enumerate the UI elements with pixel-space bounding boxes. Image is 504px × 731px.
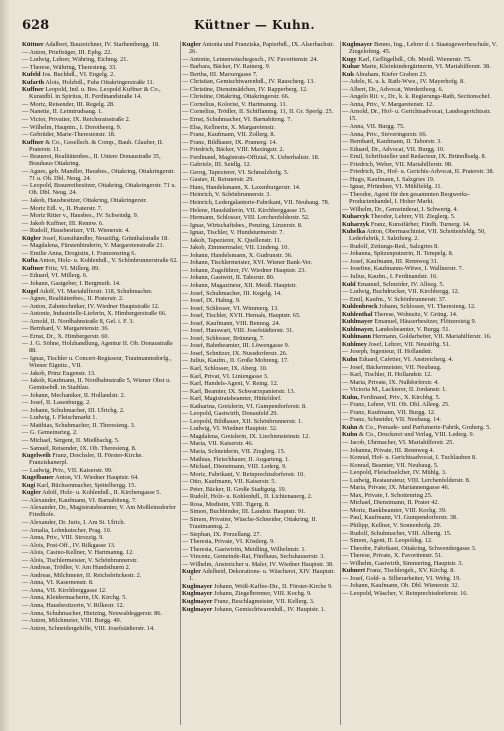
directory-entry: — Josef, Hauswart, VIII. Josefstädterstr. 31. <box>182 327 294 335</box>
directory-entry: — Anna, VII. Burgg. 75. <box>342 123 405 131</box>
directory-entry: — Moriz Edl. v., II. Praterstr. 7. <box>22 204 103 212</box>
directory-entry: — Leopold, Gastwirth, Donaufeld 29. <box>182 410 279 418</box>
directory-entry: — Wilhelm, Gastwirth, Simmering, Hauptstr. 3. <box>342 559 464 567</box>
directory-entry: Kugler Adelheid, Dekorations- u. Wäscherei, XIV. Hauptstr. 1. <box>182 568 336 583</box>
directory-entry: — Gebrüder, Marie-Theresienstr. 18. <box>22 131 116 139</box>
directory-entry: — Victor, Privatier, IX. Reichsratsstraße 2. <box>22 115 131 123</box>
directory-entry: — Jakob, Kaufmann, II. Nordbahnstraße 5, Wiener Obst u. Gemüsebdl. in Stadtlau. <box>22 377 171 392</box>
directory-entry: — Josef, Schnitzer, IX. Nussdorferstr. 26. <box>182 349 288 357</box>
directory-entry: — Anna, VI. Kasernenstr. 8. <box>22 579 94 587</box>
directory-entry: — Joseph, Ingenieur, II. Hollandstr. <box>342 348 433 356</box>
directory-entry: — Amalia, Lohnkutscher, Prag. 10. <box>22 526 112 534</box>
directory-entry: — Ludwig, I. Fleischmarkt 1. <box>22 414 98 422</box>
directory-entry: — Victoria M., Lackierer, II. Jordanstr. 1. <box>342 386 447 394</box>
directory-entry: — Ludwig, Restaurateur, VIII. Lerchenfelderstr. 8. <box>342 476 471 484</box>
directory-entry: — Ludwig, Priv., VII. Kaiserstr. 99. <box>22 466 113 474</box>
directory-entry: — Johanna, Private, III. Rennweg 4. <box>342 446 435 454</box>
directory-entry: — Max, Private, I. Schottenring 25. <box>342 491 433 499</box>
directory-entry: — Leopold, Bildhauer, XII. Schönbrunnerstr. 1. <box>182 417 303 425</box>
directory-entry: Kuglmayer Johann, Ziegelbrenner, VIII. Kochg. 9. <box>182 590 312 598</box>
directory-entry: — Karl, Schlosser, IX. Aberg. 10. <box>182 365 268 373</box>
directory-entry: Kufta Anton, Holz- u. Kohlenhdl., V. Schönbrunnerstraße 62. <box>22 257 178 265</box>
directory-entry: — Ferdinand, Magistrats-Offizial, X. Ueberhaltstr. 18. <box>182 153 320 161</box>
directory-entry: — Ludwig, Lehrer, Währing, Eichmg. 21. <box>22 56 128 64</box>
directory-entry: — Anna, Priv., V. Margaretenstr. 12. <box>342 100 434 108</box>
directory-entry: — Josef, Kaufmann, III. Rennweg 31. <box>342 257 439 265</box>
directory-entry: Kuftner Fritz, VI. Millerg. 89. <box>22 264 100 272</box>
directory-entry: — Ernst, Dr., X. Himbergerstr. 60. <box>22 332 110 340</box>
directory-entry: — Josef, II. Lasenburgg. 2. <box>22 399 91 407</box>
directory-entry: — Friedrich, Bäcker, VIII. Maxingstr. 2. <box>182 146 285 154</box>
directory-entry: — Michael, Dienstmann, II. Prater 42. <box>342 499 440 507</box>
directory-entry: — Franz, Kaufmann, VII. Burgg. 12. <box>342 408 436 416</box>
directory-entry: — Josef, Bahnbeamter, III. Löwengasse 9. <box>182 342 290 350</box>
directory-entry: — Anton, Milchmeier, VIII. Burgg. 40. <box>22 617 122 625</box>
directory-entry: Kugler Antonia und Franziska, Papierhdl., IX. Alserbachstr. 26. <box>182 41 334 56</box>
directory-entry: — Franz, Lehrer, VII. Ob. Dbl. Alleeg. 25. <box>342 401 450 409</box>
directory-entry: — Johann, Handelsmann, X. Gudrunstr. 36. <box>182 251 293 259</box>
directory-entry: — Theresia, Gastwirtin, Meidling, Wilhelmstr. 1. <box>182 545 307 553</box>
directory-entry: — Josefine, Kaufmanns-Witwe, I. Wallnerstr. 7. <box>342 265 464 273</box>
directory-entry: — Ignaz, Wirtschaftsbes., Penzing, Linzerstr. 8. <box>182 221 303 229</box>
directory-entry: Kuhelka Anton, Obermaschinist, VII. Schottenfeldg. 50, Lederfabrik, I. Salzthorg. 2. <box>342 228 486 243</box>
directory-entry: — Agnes, geb. Mandler, Hausbes., Ottakring, Ottakringerstr. 71 u. Oh. Dbl. Neug. 24. <box>22 167 176 182</box>
directory-entry: — Leopold, Wäscher, V. Reinprechtsdorferstr. 16. <box>342 589 469 597</box>
directory-entry: — Arnold, II. Nordbahnstraße 8, Gel. i. F. 3. <box>22 317 134 325</box>
directory-entry: — Eduard, Dr., Advocat, VII. Burgg. 10. <box>342 145 445 153</box>
directory-entry: — Jakob Kuffner, III. Rennw. 6. <box>22 219 104 227</box>
directory-entry: — Cornelius, Trödler, II. Schiffamtsg. 11, II. Gr. Sperlg. 25. <box>182 108 334 116</box>
directory-entry: — Maria, VII. Kaiserstr. 46. <box>182 440 254 448</box>
directory-column-1 <box>22 41 179 725</box>
directory-entry: — Anna, Schuhmacher, Hietzing, Neuwaldeggerstr. 86. <box>22 609 162 617</box>
directory-entry: — Anna, Hausbesitzerin, V. Rilkestr. 12. <box>22 602 125 610</box>
directory-entry: — Cornelius, Kolorist, V. Hartmanng. 11. <box>182 100 288 108</box>
directory-entry: Kuhlmayer, Landesbeamter, V. Burgg. 51. <box>342 325 451 333</box>
directory-entry: — Moriz, Bankbeamter, VIII. Kochg. 39. <box>342 506 447 514</box>
directory-entry: — Rosa, Modistin, VIII. Tigerg. 8. <box>182 500 270 508</box>
directory-entry: — Franz, Schneider, VII. Neubaug. 14. <box>342 416 441 424</box>
directory-entry: — Ignaz, Tischler, V. Hundsturmerstr. 7. <box>182 229 285 237</box>
directory-entry: — Johann, Magazineur, XII. Meidl. Hauptstr. <box>182 282 297 289</box>
directory-entry: Kuglmayer Johann, Gemischtwarenhdl., IV. Hauptstr. 1. <box>182 605 326 613</box>
directory-entry: — Anna, VII. Kirchberggasse 12. <box>22 586 107 594</box>
directory-entry: — Anton, Schneidergehilfe, VIII. Josefstädterstr. 14. <box>22 624 155 632</box>
directory-entry: Kuh Abraham, Kiefer Graben 23. <box>342 70 428 78</box>
directory-entry: — Jakob, Tapezierer, X. Quellenstr. 11. <box>182 236 282 244</box>
directory-entry: — Simon, Privatier, Wäsche-Schneider, Ottakring, II. Trautmannsg. 2. <box>182 515 318 530</box>
directory-entry: — Albert, Dr., Advocat, Werderthorg. 6. <box>342 85 444 93</box>
directory-entry: — Ludwig, Buchdrucker, VII. Kirchbergg. 12. <box>342 288 460 296</box>
directory-entry: Kufeld Jos. Buchhdl., VI. Engelg. 2. <box>22 71 115 79</box>
directory-entry: — Josef, Schuhmacher, III. Kegelg. 14. <box>182 289 282 297</box>
directory-entry: — Bernhard, V. Margaretenstr. 36. <box>22 325 110 333</box>
directory-entry: — Ignaz, Tischler u. Concert-Regisseur, Trautmannsdorfg., Wiener Eignitz., VII. <box>22 354 172 370</box>
directory-entry: — Alexander, Dr. Juris, I. Am St. Ulrich. <box>22 519 126 526</box>
directory-entry: Kuffner Leopold, Ind. u. Bes. Leopold Kuffner & Co., Kunstdbl. in Spiritus, II. Ferdinandstraße 14. <box>22 86 161 101</box>
directory-entry: — Agnes, Realitätenbes., II. Praterstr. 2. <box>22 295 124 303</box>
directory-entry: — Anton, Zahntechniker, IV. Wiedner Hauptstraße 12. <box>22 302 160 310</box>
directory-entry: — Elsa, Kellnerin, X. Margaretenstr. <box>182 123 275 131</box>
directory-entry: — Alois, Tischlermeister, V. Schönbrunnerstr. <box>22 556 138 564</box>
directory-entry: Kuhl Emanuel, Schneider, IV. Alleeg. 5. <box>342 280 445 288</box>
directory-entry: — Gabriele, III. Seidlg. 12. <box>182 161 252 169</box>
directory-entry: — Katharina, Greislerin, VI. Gumpendorferstr. 8. <box>182 402 307 410</box>
directory-entry: — Hans, Handelsmann, X. Laxenburgerstr. 14. <box>182 183 301 191</box>
directory-entry: — Heinrich, V. Schönbrunnerstr. 3. <box>182 191 271 199</box>
directory-entry: — Karl, Privat, VI. Liniengasse 3. <box>182 372 269 380</box>
directory-entry: — Ignaz, Pfründner, VI. Mühlfeldg. 11. <box>342 183 443 191</box>
directory-entry: — Ernst, Schuhmacher, VI. Barnabiteng. 7. <box>182 115 292 123</box>
directory-entry: — Helene, Haushälterin, VII. Kirchberggasse 15. <box>182 206 307 214</box>
directory-entry: — Maria, Private, IX. Nußdorferstr. 4. <box>342 378 439 386</box>
directory-entry: — Konrad, Beamter, VII. Neubaug. 5. <box>342 461 439 469</box>
directory-entry: Kuglmayer Benno, Ing., Lehrer d. t. Staatsgewerbeschule, V. Ziegelofeng. 45. <box>342 41 498 56</box>
directory-entry: — Michael, Dienstmann, VIII. Lederg. 9. <box>182 463 287 471</box>
directory-entry: — Josef, Schlosser, Brünnerg. 7. <box>182 334 265 342</box>
directory-entry: — Wilhelm, Hauptm., I. Dorotheerg. 9. <box>22 123 122 131</box>
directory-entry: — Alexander, Kaufmann, VI. Barnabiteng. 7. <box>22 496 137 504</box>
directory-entry: Kuglmayer Franz, Beschlagmeister, VII. Kellerg. 3. <box>182 597 315 605</box>
page-header <box>22 18 490 36</box>
directory-entry: — Josef, Schlosser, VI. Wimmerg. 13. <box>182 304 279 312</box>
directory-entry: — Konrad, Hof- u. Gerichtsadvocat, I. Tuchlauben 8. <box>342 454 477 462</box>
directory-entry: — Maria, Private, IX. Mariannengasse 46. <box>342 484 450 492</box>
directory-entry: — Anton, Priefträger, III. Ephg. 22. <box>22 48 112 56</box>
directory-entry: — Johanna, Spitzenputzerin, II. Tempelg. 8. <box>342 250 454 258</box>
directory-entry: — Stephan, IX. Porzellang. 27. <box>182 530 262 538</box>
directory-entry: — Alois, Casino-Kellner, V. Hartmanng. 12. <box>22 549 134 557</box>
directory-entry: — Christian, Gemischtwarenhdl., IV. Rauscherg. 13. <box>182 78 315 86</box>
directory-entry: Kuhar Marie, Kleinkindergärtnerin, VI. Mariahilferstr. 38. <box>342 63 491 71</box>
directory-entry: Kuhn Eduard, Cafetier, VI. Anstreicherg. 4. <box>342 355 454 363</box>
directory-entry: — Johann, Tischlermeister, XVI. Wiener Bank-Ver. <box>182 259 313 267</box>
directory-entry: — Georg, Tapezierer, VI. Schmalzhofg. 5. <box>182 168 289 176</box>
column-divider <box>340 41 341 725</box>
directory-entry: Kugel Adolf, VI. Mariahilferstr. 118, Schuhmacher. <box>22 287 153 295</box>
directory-entry: — Antonie, Leinenwäschegesch., IV. Favoritenstr. 24. <box>182 55 319 63</box>
directory-entry: Kügler Josef, Kunsthändler, Neustiftg. Grünthalstraße 18. <box>22 234 169 242</box>
directory-entry: Kugler Adolf, Holz- u. Kohlenhdl., II. Kirchengasse 5. <box>22 489 162 497</box>
directory-entry: Kuhlenthal Therese, Wohnsitz, V. Grüng. 14. <box>342 310 458 318</box>
directory-entry: — Friedrich, Weber, VII. Mariahilferstr. 98. <box>342 160 453 168</box>
directory-entry: Kufarth Alois, Holzbdl., Fuhs Ottakringerstraße 11. <box>22 78 155 86</box>
directory-entry: Kuhn, Ferdinand, Priv., X. Kirchbg. 5. <box>342 393 441 401</box>
directory-entry: — Karl, Magistratsbeamter, Hütteldorf. <box>182 395 282 403</box>
directory-entry: — Antonie, Industrielle-Lieferin, X. Himbergerstraße 66. <box>22 310 167 318</box>
directory-entry: — Nanette, II. Leimtrudsaug. 1. <box>22 108 103 116</box>
directory-entry: — Johann, Gastgeber, I. Bergmuth. 14. <box>22 280 121 287</box>
directory-entry: — Eduard, VI. Millerg. 6. <box>22 272 88 280</box>
directory-entry: — Samuel, Reisender, IX. Ob. Theresieng. 8. <box>22 444 137 452</box>
directory-entry: Kugi Karl, Büchsenmacher, Spittelbergg. 15. <box>22 481 137 489</box>
directory-entry: Kuharzyk Franz, Kunstfärber, Fünfh. Turnerg. 14. <box>342 220 471 228</box>
directory-entry: — Johann, Gastwirt, II. Taborstr. 80. <box>182 274 275 282</box>
directory-entry: — Leopold, Fleischselcher, IV. Mühlg. 3. <box>342 469 447 477</box>
directory-entry: — Emilie Anna, Drogistin, I. Franzensring 6. <box>22 249 137 257</box>
directory-entry: — Alexander, Dr., Magistratsbeamter, V. Am Moßleinsdorfer Friedhofe. <box>22 504 177 519</box>
directory-entry: — J. G. Söhne, Holzhandlung, Agentur II. Ob. Donaustraße 88. <box>22 340 173 355</box>
directory-entry: — Christine, Ottakring, Ottakringerstr. 66. <box>182 93 290 101</box>
directory-entry: — Philipp, Kellner, V. Sonnenhofg. 29. <box>342 522 442 529</box>
directory-entry: — Heinrich, Ledergalanterie-Fabrikant, VII. Neubaug. 78. <box>182 198 330 206</box>
directory-entry: — Moriz Ritter v., Hausbes., IV. Schwindg. 9. <box>22 212 139 220</box>
directory-entry: — Rudolf, Hausbesitzer, VII. Wienerstr. 4. <box>22 227 130 235</box>
directory-entry: — Josef, Kaufmann, VIII. Bennog. 24. <box>182 319 281 327</box>
directory-entry: — Anna, Priv., Sieveringerstr. 66. <box>342 130 428 138</box>
directory-entry: — Jakob, Prinz Eugenstr. 13. <box>22 369 96 377</box>
directory-entry: — Josef, Gold- u. Silberarbeiter, VI. Webg. 19. <box>342 574 461 582</box>
directory-entry: — Paul, Kaufmann, VI. Gumpendorferstr. 38. <box>342 514 458 522</box>
directory-entry: Kuhnert Franz, Tischlergeh., XV. Kirchg. 8. <box>342 567 455 575</box>
directory-entry: — Johann, Mechaniker, II. Hollandstr. 2. <box>22 391 126 399</box>
directory-entry: — Josef, IX. Hahng. 9. <box>182 297 241 305</box>
directory-entry: — Michael, Sergent, II. Mießbachg. 5. <box>22 436 120 444</box>
directory-entry: — Simon, Agent, II. Leopoldsg. 12. <box>342 537 433 545</box>
directory-entry: — Mathias, Fleischhauer, II. Augarteng. 1. <box>182 455 290 463</box>
directory-entry: — Magdalena, Greislerin, IX. Liechtensteinstr. 12. <box>182 432 311 440</box>
directory-entry: — Wilhelm, Anstreicher u. Maler, IV. Wiedner Hauptstr. 38. <box>182 560 334 568</box>
directory-entry: — Christine, Dienstmädchen, IV. Rapperberg. 12. <box>182 85 308 93</box>
directory-entry: Kuffner & Co., Gesellsch. & Comp., Bauh. Glauber, II. Praterstr. 11. <box>22 138 164 153</box>
directory-entry: — Friedrich, Dr., Hof- u. Gerichts-Advocat, II. Praterstr. 38. <box>342 168 495 176</box>
directory-entry: — Johann, Kaufmann, Ob. Dbl. Wienerstr. 32. <box>342 582 460 590</box>
directory-entry: — Franz, Kaufmann, VII. Zollerg. 8. <box>182 131 276 139</box>
directory-entry: — Julius, Kaufm., I. Ferdinandstr. 16. <box>342 272 438 280</box>
directory-column-3 <box>342 41 499 725</box>
directory-entry: — G. Gemeinsrieg. 2. <box>22 429 78 437</box>
directory-entry: — Theodor, Fabrikant, Ottakring, Schwendergasse 3. <box>342 544 477 552</box>
directory-entry: — Julius, Kaufm., II. Große Mohreng. 17. <box>182 357 289 365</box>
directory-entry: Küttner Adalbert, Bauzeichner, IV. Starhembergg. 18. <box>22 41 160 48</box>
directory-entry: — Theodor, Agent für den gesammten Bergwerks-Productenhandel, I. Hoher Markt. <box>342 190 470 205</box>
directory-entry: — Peter, Bäcker, II. Große Stadtgutg. 19. <box>182 485 287 493</box>
directory-entry: — Anna, Priv., VIII. Strozzig. 9. <box>22 534 104 542</box>
directory-entry: — Andreas, Milchmeier, II. Reichsbrückestr. 2. <box>22 571 142 579</box>
directory-entry: — Josef, Bäckermeister, VII. Neubaug. <box>342 363 442 371</box>
column-divider <box>180 41 181 725</box>
directory-entry: Kugelbauer Anton, VI. Wiedner Hauptstr. 64. <box>22 474 139 482</box>
directory-entry: Kuhn & Co., Pomade- und Parfumerie-Fabrik, Gruberg. 5. <box>342 423 491 431</box>
directory-entry: — Johann, Schuhmacher, III. Ulrichg. 2. <box>22 406 125 414</box>
directory-entry: Kuhlenbrock Johann, Schlosser, VI. Theresieng. 12. <box>342 303 476 311</box>
directory-entry: — Ludwig, VI. Wiedner Hauptstr. 32. <box>182 425 278 433</box>
directory-entry: — Franz, Bildhauer, IX. Pramerg. 14. <box>182 138 278 146</box>
running-head: Küttner — Kuhn. <box>194 18 316 32</box>
directory-entry: — Johann, Zugsführer, IV. Wiedner Hauptstr. 23. <box>182 266 306 274</box>
directory-entry: Kuhlmayer Emanuel, Häuserbesitzer, Flötzersteig 9. <box>342 318 477 326</box>
directory-entry: — Otto, Kaufmann, VII. Kaiserstr. 5. <box>182 478 276 486</box>
directory-entry: Kuharcyk Theodor, Lehrer, VII. Zieglerg. 5. <box>342 213 456 221</box>
directory-entry: — Anna, Kleidermacherin, IX. Kirchg. 5. <box>22 594 127 602</box>
directory-entry: — Arnold, Dr., Hof- u. Gerichtsadvocat, Landesgerichtsstr. 15. <box>342 108 491 123</box>
directory-entry: — Rudolf, Schuhmacher, VIII. Albertg. 15. <box>342 529 452 537</box>
directory-entry: — Rudolf, Zeitungs-Red., Salzgries 8. <box>342 242 439 250</box>
directory-entry: — Josef, Tischler, XVII. Hernals, Hauptstr. 65. <box>182 312 301 320</box>
directory-column-2 <box>182 41 339 725</box>
directory-entry: — Hermann, Schlosser, VIII. Lerchenfelderstr. 52. <box>182 214 310 222</box>
directory-entry: — Jakob, Zimmermaler, VII. Lindeng. 10. <box>182 244 290 252</box>
directory-entry: — Karl, Beamter, IX. Schwarzspanierstr. 13. <box>182 387 296 395</box>
directory-entry: Kuglmayer Johann, Weiß-Kaffee-Dir., II. Förster-Kirche 9. <box>182 582 333 590</box>
directory-entry: Kugelweih Franz, Drechsler, II. Förster-Kirche. Franziskanerpl. <box>22 452 143 467</box>
directory-entry: — Therese, Währing, Theresieng. 33. <box>22 63 117 71</box>
directory-entry: — Rudolf, Holz- u. Kohlenhdl., II. Lichtenauerg. 2. <box>182 493 313 501</box>
directory-entry: — Moriz, Fabrikant, V. Reinprechtsdorferstr. 10. <box>182 470 305 478</box>
directory-entry: — Jakob, Hausbesitzer, Ottakring, Ottakringerstr. <box>22 196 147 204</box>
page-binding-shadow <box>0 0 10 731</box>
directory-entry: Kuhn & Co., Druckerei und Verlag, VIII. Lederg. 9. <box>342 431 475 439</box>
directory-entry: — Matthias, Schuhmacher, II. Theresieng. 3. <box>22 421 136 429</box>
directory-entry: — Adele, K. u. k. Rath-Wwe., IV. Mayerhofg. 8. <box>342 78 465 86</box>
directory-entry: — Simon, Buchbinder, III. Landstr. Hauptstr. 91. <box>182 508 306 516</box>
directory-entry: — Emil, Schriftsteller und Redacteur, IX. Brünnlbadg. 8. <box>342 153 487 161</box>
page-number: 628 <box>22 18 50 33</box>
directory-entry: — Bernhard, Kaufmann, II. Taborstr. 3. <box>342 138 442 146</box>
directory-entry: — Leopold, Brauereibesitzer, Ottakring, Ottakringerstr. 71 u. Oh. Dbl. Neug. 24. <box>22 182 177 197</box>
directory-entry: — Hugo, Kaufmann, I. Salzgries 19. <box>342 175 435 183</box>
directory-entry: — Moriz, Reisender, III. Regelg. 28. <box>22 100 115 108</box>
directory-entry: — Jacob, Uhrmacher, VI. Mariahilferstr. 25. <box>342 438 454 446</box>
directory-entry: — Vincenz, Gemeinde-Rat, Fünfhaus, Sechshauserstr. 3. <box>182 553 325 561</box>
directory-entry: — Angelo Rit. v., Dr., k. k. Regierungs-Rath, Sectionschef. <box>342 93 492 101</box>
directory-entry: — Bertha, III. Marxergasse 7. <box>182 70 258 78</box>
directory-entry: Kugy Karl, Geflügelhdl., Ob. Meidl. Wienerstr. 75. <box>342 55 472 63</box>
directory-entry: — Andreas, Trödler, V. Am Hundsthurm 2. <box>22 564 131 572</box>
directory-entry: — Brauerei, Realitätenbes., II. Untere Donaustraße 35, Brauhaus Ottakring. <box>22 153 161 168</box>
directory-entry: — Barbara, Bäcker, IV. Rainerg. 9. <box>182 63 271 71</box>
directory-entry: — Maria, Schneiderin, VII. Zieglerg. 15. <box>182 448 286 456</box>
directory-entry: — Alois, Post-Off., IV. Rilkgasse 13. <box>22 541 116 549</box>
directory-entry: Kuhlmann Hermann, Goldarbeiter, VII. Mariahilferstr. 16. <box>342 333 492 341</box>
directory-entry: — Gustav, II. Reisnerstr. 29. <box>182 176 254 184</box>
directory-entry: — Emil, Kaufm., V. Schönbrunnerstr. 37. <box>342 295 447 303</box>
directory-entry: — Karl, Handels-Agent, V. Reing. 12. <box>182 380 279 388</box>
directory-entry: Kuhlmey Josef, Lehrer, VII. Neustiftg. 51. <box>342 340 451 348</box>
directory-entry: — Magdalena, Fürstenbinderin, V. Margaretenstraße 21. <box>22 242 165 250</box>
directory-entry: — Theresia, Private, VI. Köstlerg. 9. <box>182 538 275 546</box>
directory-entry: — Therese, Private, X. Favoritenstr. 51. <box>342 552 443 560</box>
directory-entry: — Karl, Tischler, II. Hollandstr. 12. <box>342 371 432 379</box>
directory-entry: — Wilhelm, Dr., Gemeinderat, I. Schwertg. 4. <box>342 205 459 213</box>
